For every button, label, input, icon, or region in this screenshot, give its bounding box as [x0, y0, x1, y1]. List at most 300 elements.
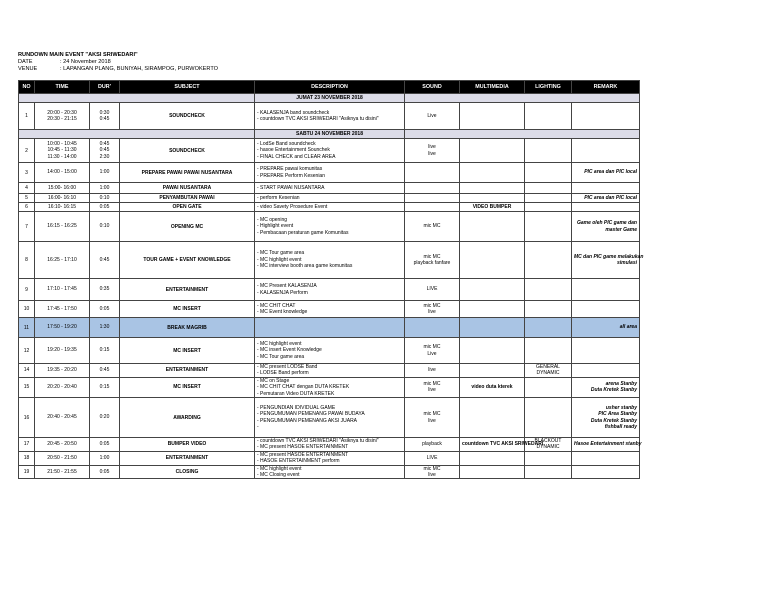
row-description [255, 338, 405, 364]
row-no: 9 [19, 279, 35, 301]
row-description [255, 212, 405, 242]
row-remark [572, 338, 640, 364]
row-description-line: - HASOE ENTERTAINMENT perform [257, 458, 340, 465]
row-multimedia: video duta kterek [460, 377, 525, 397]
col-time: TIME [35, 81, 90, 94]
row-description [255, 377, 405, 397]
row-time-line: 16:10- 16:15 [47, 203, 77, 210]
row-sound-line: Live [427, 350, 437, 357]
row-remark-line: Hasoe Entertainment stanby [574, 441, 642, 448]
row-sound [405, 377, 460, 397]
row-subject: SOUNDCHECK [120, 139, 255, 163]
row-duration [90, 183, 120, 194]
row-duration [90, 338, 120, 364]
row-subject: OPENING MC [120, 212, 255, 242]
row-sound [405, 203, 460, 212]
row-sound-line: LIVE [426, 286, 438, 293]
row-description [255, 103, 405, 130]
row-time-line: 20:40 - 20:45 [47, 414, 77, 421]
row-no: 3 [19, 163, 35, 183]
row-description [255, 242, 405, 279]
table-row [19, 203, 640, 212]
row-no: 15 [19, 377, 35, 397]
row-time-line: 11:30 - 14:00 [47, 153, 77, 160]
row-no: 16 [19, 398, 35, 438]
table-row [19, 318, 640, 338]
row-remark [572, 301, 640, 318]
row-time [35, 183, 90, 194]
table-row [19, 398, 640, 438]
row-lighting [525, 203, 572, 212]
row-duration [90, 139, 120, 163]
row-description-line: - PREPARE pawai komunitas [257, 166, 323, 173]
row-sound [405, 465, 460, 479]
row-lighting-line: DYNAMIC [536, 444, 560, 451]
row-duration-line: 0:05 [99, 468, 110, 475]
row-lighting [525, 103, 572, 130]
row-description-line: - Pembacaan peraturan game Komunitas [257, 229, 349, 236]
row-duration [90, 451, 120, 465]
row-sound [405, 212, 460, 242]
row-lighting [525, 183, 572, 194]
row-time-line: 21:50 - 21:55 [47, 468, 77, 475]
table-row [19, 465, 640, 479]
row-time [35, 338, 90, 364]
row-multimedia [460, 163, 525, 183]
row-duration [90, 242, 120, 279]
row-multimedia: VIDEO BUMPER [460, 203, 525, 212]
col-sound: SOUND [405, 81, 460, 94]
row-time [35, 212, 90, 242]
row-remark [572, 438, 640, 452]
row-lighting [525, 242, 572, 279]
row-description [255, 279, 405, 301]
row-sound [405, 279, 460, 301]
col-description: DESCRIPTION [255, 81, 405, 94]
row-time-line: 19:20 - 19:35 [47, 347, 77, 354]
row-remark-line: fishball ready [604, 423, 637, 430]
row-remark [572, 103, 640, 130]
row-remark [572, 377, 640, 397]
row-subject: PREPARE PAWAI PAWAI NUSANTARA [120, 163, 255, 183]
document-title: RUNDOWN MAIN EVENT "AKSI SRIWEDARI" [18, 52, 138, 58]
row-no: 17 [19, 438, 35, 452]
row-sound-line: mic MC [423, 411, 441, 418]
row-duration-line: 0:35 [99, 286, 110, 293]
row-description-line: - MC present HASOE ENTERTAINMENT [257, 444, 349, 451]
row-description [255, 183, 405, 194]
row-duration-line: 0:05 [99, 441, 110, 448]
row-subject: OPEN GATE [120, 203, 255, 212]
row-time-line: 16:00- 16:10 [47, 194, 77, 201]
row-multimedia [460, 398, 525, 438]
row-description-line: - Pemutaran Video DUTA KRETEK [257, 390, 335, 397]
row-remark [572, 398, 640, 438]
row-description-line: - START PAWAI NUSANTARA [257, 184, 325, 191]
row-remark-line: PIC area dan PIC local [584, 194, 637, 201]
row-description-line: - MC Tour game area [257, 250, 305, 257]
row-sound-line: playback fanfare [413, 260, 451, 266]
row-sound-line: mic MC [423, 223, 441, 230]
table-row [19, 242, 640, 279]
row-duration-line: 0:10 [99, 223, 110, 230]
row-lighting [525, 279, 572, 301]
row-duration-line: 1:00 [99, 455, 110, 462]
row-description-line: - MC present HASOE ENTERTAINMENT [257, 451, 349, 458]
col-remark: REMARK [572, 81, 640, 94]
row-multimedia [460, 338, 525, 364]
row-description-line: - MC Event knowledge [257, 309, 308, 315]
row-description-line: - MC Closing event [257, 472, 300, 479]
row-description [255, 451, 405, 465]
row-subject: AWARDING [120, 398, 255, 438]
row-duration [90, 203, 120, 212]
row-sound-line: live [428, 150, 436, 157]
row-no: 8 [19, 242, 35, 279]
row-sound [405, 438, 460, 452]
row-description-line: - PENGUMUMAN PEMENANG PAWAI BUDAYA [257, 411, 365, 418]
row-subject: BREAK MAGRIB [120, 318, 255, 338]
row-multimedia [460, 318, 525, 338]
row-description-line: - MC present LODSE Band [257, 364, 318, 370]
row-description-line: - [257, 423, 259, 430]
row-sound [405, 301, 460, 318]
row-subject: ENTERTAINMENT [120, 451, 255, 465]
row-sound-line: live [428, 144, 436, 151]
table-row [19, 377, 640, 397]
row-subject: MC INSERT [120, 338, 255, 364]
row-subject: SOUNDCHECK [120, 103, 255, 130]
table-header [19, 81, 640, 94]
row-duration [90, 438, 120, 452]
row-time-line: 20:00 - 20:30 [47, 109, 77, 116]
row-subject: ENTERTAINMENT [120, 279, 255, 301]
row-remark [572, 183, 640, 194]
row-lighting [525, 194, 572, 203]
row-subject: ENTERTAINMENT [120, 364, 255, 378]
row-time-line: 20:30 - 21:15 [47, 116, 77, 122]
row-lighting [525, 338, 572, 364]
row-description-line: - MC highlight event [257, 340, 302, 347]
row-sound-line: mic MC [423, 381, 441, 388]
row-time-line: 17:50 - 19:20 [47, 324, 77, 331]
row-description-line: - PENGUMUMAN PEMENANG AKSI JUARA [257, 417, 358, 424]
row-duration [90, 163, 120, 183]
row-description-line: - countdown TVC AKSI SRIWEDARI "Asiknya tu disini" [257, 116, 379, 122]
row-no: 7 [19, 212, 35, 242]
row-remark [572, 364, 640, 378]
row-description-line: - PENGUNDIAN IDIVIDUAL GAME [257, 404, 336, 411]
row-sound [405, 318, 460, 338]
row-description-line: - MC Tour game area [257, 353, 305, 360]
row-no: 6 [19, 203, 35, 212]
row-description-line: - MC on Stage [257, 377, 290, 384]
row-time-line: 16:25 - 17:10 [47, 256, 77, 263]
row-time [35, 364, 90, 378]
row-description [255, 465, 405, 479]
day-header-row [19, 130, 640, 139]
table-row [19, 103, 640, 130]
col-no: NO [19, 81, 35, 94]
row-remark-line: all area [619, 324, 637, 331]
row-subject: PAWAI NUSANTARA [120, 183, 255, 194]
table-row [19, 338, 640, 364]
row-description [255, 398, 405, 438]
row-time [35, 318, 90, 338]
row-remark-line: MC dan PIC game melakukan [574, 253, 644, 260]
day-label: JUMAT 23 NOVEMBER 2018 [255, 94, 405, 103]
row-time [35, 139, 90, 163]
row-description-line: - MC highlight event [257, 256, 302, 263]
row-lighting [525, 364, 572, 378]
row-sound-line: mic MC [423, 253, 441, 260]
row-remark-line: Duta Kretek Stanby [590, 387, 637, 394]
row-lighting-line: BLACKOUT [534, 438, 562, 445]
row-time [35, 451, 90, 465]
row-lighting [525, 398, 572, 438]
row-subject: MC INSERT [120, 377, 255, 397]
row-duration-line: 0:45 [99, 116, 110, 122]
row-duration [90, 465, 120, 479]
row-description-line: - KALASENJA Perform [257, 289, 308, 296]
row-description-line: - FINAL CHECK and CLEAR AREA [257, 153, 336, 160]
row-description-line: - video Savety Prosedure Event [257, 203, 328, 210]
row-lighting [525, 377, 572, 397]
row-description [255, 301, 405, 318]
row-description-line: - perform Kesenian [257, 194, 300, 201]
date-line: DATE : 24 November 2018 [18, 59, 111, 65]
rundown-table [18, 80, 644, 479]
row-sound [405, 103, 460, 130]
row-time-line: 17:45 - 17:50 [47, 305, 77, 312]
row-lighting [525, 451, 572, 465]
row-sound-line: live [428, 472, 436, 479]
row-sound [405, 451, 460, 465]
row-no: 5 [19, 194, 35, 203]
row-duration-line: 0:20 [99, 414, 110, 421]
row-description-line: - hasoe Entertainment Sounchek [257, 147, 330, 154]
row-sound [405, 183, 460, 194]
row-sound [405, 139, 460, 163]
row-description-line: - MC highlight event [257, 465, 302, 472]
row-description [255, 203, 405, 212]
row-sound-line: mic MC [423, 465, 441, 472]
row-sound [405, 242, 460, 279]
row-time [35, 301, 90, 318]
row-remark [572, 139, 640, 163]
row-time-line: 17:10 - 17:45 [47, 286, 77, 293]
row-sound [405, 194, 460, 203]
venue-line: VENUE : LAPANGAN PLANG, BUNIYAH, SIRAMPOG, PURWOKERTO [18, 66, 219, 72]
row-subject: PENYAMBUTAN PAWAI [120, 194, 255, 203]
table-row [19, 451, 640, 465]
row-multimedia [460, 183, 525, 194]
row-no: 1 [19, 103, 35, 130]
row-sound [405, 338, 460, 364]
row-duration [90, 212, 120, 242]
table-row [19, 438, 640, 452]
row-duration-line: 0:45 [99, 140, 110, 147]
row-duration-line: 0:45 [99, 147, 110, 154]
row-lighting [525, 301, 572, 318]
row-duration [90, 194, 120, 203]
row-remark-line: simulasi [616, 260, 637, 266]
row-lighting [525, 212, 572, 242]
row-time [35, 194, 90, 203]
row-lighting-line: GENERAL [536, 364, 560, 370]
row-sound-line: live [428, 417, 436, 424]
row-duration-line: 2:30 [99, 153, 110, 160]
row-time-line: 15:00- 16:00 [47, 184, 77, 191]
table-row [19, 194, 640, 203]
row-duration-line: 1:30 [99, 324, 110, 331]
row-subject: BUMPER VIDEO [120, 438, 255, 452]
row-multimedia [460, 103, 525, 130]
row-duration-line: 0:15 [99, 384, 110, 391]
row-multimedia [460, 242, 525, 279]
row-remark-line: PIC area dan PIC local [584, 169, 637, 176]
row-sound [405, 398, 460, 438]
row-lighting [525, 318, 572, 338]
day-header-row [19, 94, 640, 103]
row-description [255, 364, 405, 378]
row-subject: CLOSING [120, 465, 255, 479]
col-lighting: LIGHTING [525, 81, 572, 94]
row-duration-line: 0:05 [99, 305, 110, 312]
row-description [255, 194, 405, 203]
row-description-line: - MC insert Event Knowledge [257, 347, 322, 354]
row-remark-line: arena Stanby [605, 381, 637, 388]
row-multimedia [460, 212, 525, 242]
row-sound-line: Live [427, 112, 437, 119]
row-duration [90, 364, 120, 378]
row-sound-line: live [428, 309, 436, 315]
row-description-line: - MC CHIT CHAT dengan DUTA KRETEK [257, 384, 350, 391]
row-sound [405, 364, 460, 378]
row-duration-line: 0:30 [99, 109, 110, 116]
row-time [35, 465, 90, 479]
row-no: 14 [19, 364, 35, 378]
row-duration [90, 318, 120, 338]
row-duration-line: 1:00 [99, 184, 110, 191]
row-lighting [525, 465, 572, 479]
row-remark [572, 203, 640, 212]
row-description [255, 163, 405, 183]
row-lighting-line: DYNAMIC [536, 370, 560, 377]
row-no: 19 [19, 465, 35, 479]
row-multimedia [460, 139, 525, 163]
row-multimedia [460, 451, 525, 465]
row-duration-line: 0:15 [99, 347, 110, 354]
row-remark [572, 318, 640, 338]
row-description-line: - countdown TVC AKSI SRIWEDARI "Asiknya tu disini" [257, 438, 379, 445]
row-remark [572, 194, 640, 203]
row-time-line: 20:45 - 20:50 [47, 441, 77, 448]
row-time [35, 163, 90, 183]
row-time-line: 20:50 - 21:50 [47, 455, 77, 462]
row-remark [572, 279, 640, 301]
row-description-line: - PREPARE Perform Kesenian [257, 172, 325, 179]
row-description-line: - MC Present KALASENJA [257, 283, 317, 290]
row-remark-line: master Game [605, 226, 637, 233]
row-multimedia [460, 465, 525, 479]
row-time [35, 103, 90, 130]
row-time-line: 14:00 - 15:00 [47, 169, 77, 176]
row-time [35, 377, 90, 397]
row-sound-line: LIVE [426, 455, 438, 462]
row-no: 11 [19, 318, 35, 338]
day-label: SABTU 24 NOVEMBER 2018 [255, 130, 405, 139]
row-time-line: 19:35 - 20:20 [47, 367, 77, 374]
row-multimedia [460, 194, 525, 203]
row-lighting [525, 163, 572, 183]
row-time [35, 279, 90, 301]
row-description [255, 318, 405, 338]
col-multimedia: MULTIMEDIA [460, 81, 525, 94]
row-duration [90, 103, 120, 130]
row-multimedia [460, 301, 525, 318]
row-remark-line: Duta Kretek Stanby [590, 417, 637, 424]
row-remark [572, 242, 644, 279]
row-remark-line: Game oleh PIC game dan [576, 220, 637, 227]
row-remark [572, 465, 640, 479]
row-sound-line: mic MC [423, 302, 441, 309]
row-no: 12 [19, 338, 35, 364]
row-time [35, 398, 90, 438]
row-duration-line: 0:45 [99, 256, 110, 263]
row-remark-line: usher stanby [605, 404, 637, 411]
row-time [35, 438, 90, 452]
col-subject: SUBJECT [120, 81, 255, 94]
row-subject: MC INSERT [120, 301, 255, 318]
row-remark [572, 212, 640, 242]
row-time-line: 10:00 - 10:45 [47, 140, 77, 147]
row-time-line: 10:45 - 11:30 [47, 147, 77, 154]
row-time-line: 20:20 - 20:40 [47, 384, 77, 391]
table-row [19, 183, 640, 194]
row-remark [572, 451, 640, 465]
row-sound [405, 163, 460, 183]
row-multimedia [460, 279, 525, 301]
row-duration [90, 377, 120, 397]
row-time-line: 16:15 - 16:25 [47, 223, 77, 230]
row-lighting [525, 139, 572, 163]
row-duration-line: 1:00 [99, 169, 110, 176]
row-description-line: - LODSE Band perform [257, 370, 309, 377]
col-dur: DUR' [90, 81, 120, 94]
row-duration [90, 301, 120, 318]
row-no: 18 [19, 451, 35, 465]
row-no: 2 [19, 139, 35, 163]
table-row [19, 163, 640, 183]
row-duration [90, 398, 120, 438]
row-no: 4 [19, 183, 35, 194]
table-row [19, 364, 640, 378]
row-duration-line: 0:45 [99, 367, 110, 374]
row-sound-line: live [428, 367, 436, 374]
row-duration-line: 0:05 [99, 203, 110, 210]
row-description [255, 139, 405, 163]
row-description-line: - KALASENJA band soundcheck [257, 109, 330, 116]
table-row [19, 139, 640, 163]
row-time [35, 242, 90, 279]
row-multimedia: countdown TVC AKSI SRIWEDARI [460, 438, 525, 452]
row-description-line: - MC interview booth area game komunitas [257, 263, 353, 270]
row-subject: TOUR GAME + EVENT KNOWLEDGE [120, 242, 255, 279]
row-description [255, 438, 405, 452]
table-row [19, 279, 640, 301]
row-sound-line: live [428, 387, 436, 394]
